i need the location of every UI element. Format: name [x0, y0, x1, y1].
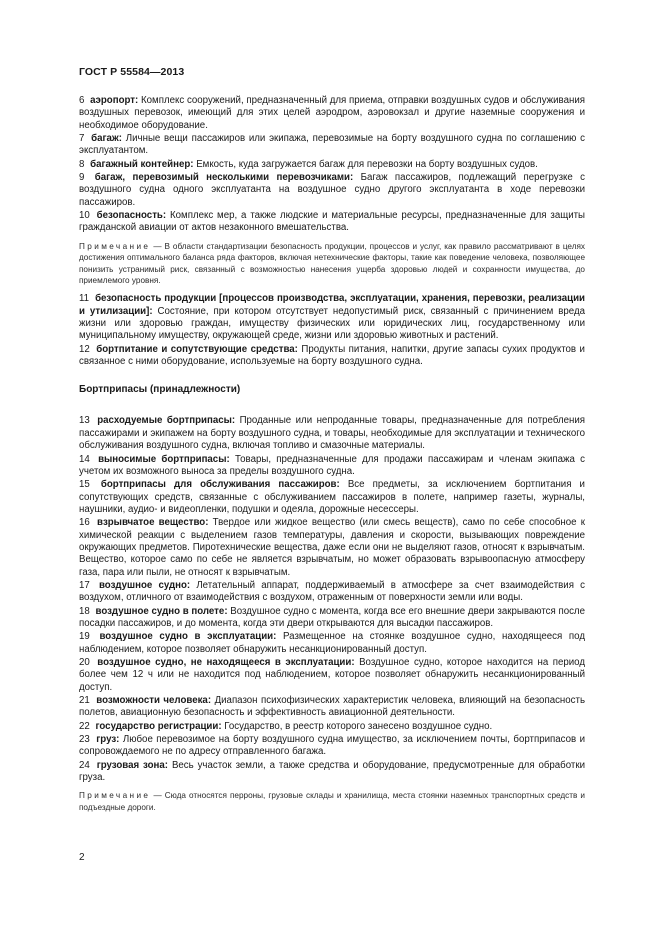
definition-text: Размещенное на стоянке воздушное судно, находящееся под наблюдением, которое позволяет обнаружить несанкционированный доступ.: [79, 631, 585, 655]
definition-number: 10: [79, 210, 90, 222]
definitions-block-3: [79, 415, 585, 784]
definition-number: 13: [79, 415, 90, 427]
definition-text: Багаж пассажиров, подлежащий перегрузке с воздушного судна одного эксплуатанта на воздушное судно другого эксплуатанта в ходе перевозки пассажиров.: [79, 172, 585, 208]
definition-entry: [79, 606, 585, 631]
definition-term: багажный контейнер:: [90, 158, 194, 170]
note-label: Примечание: [79, 241, 151, 251]
definition-number: 6: [79, 95, 85, 106]
definition-number: 16: [79, 517, 90, 529]
definition-term: аэропорт:: [90, 95, 139, 106]
definition-number: 20: [79, 657, 90, 668]
definition-number: 21: [79, 695, 90, 707]
definition-term: бортпитание и сопутствующие средства:: [96, 343, 298, 355]
definition-number: 18: [79, 605, 90, 617]
definition-entry: [79, 210, 585, 235]
definition-entry: [79, 172, 585, 209]
definition-number: 23: [79, 734, 90, 746]
definition-term: багаж:: [91, 133, 123, 145]
section-title: Бортприпасы (принадлежности): [79, 384, 241, 396]
definition-term: расходуемые бортприпасы:: [97, 415, 236, 427]
document-body: [79, 95, 585, 820]
document-header: ГОСТ Р 55584—2013: [79, 66, 185, 78]
definition-number: 8: [79, 158, 85, 170]
definition-entry: [79, 479, 585, 516]
definition-entry: [79, 159, 585, 171]
definition-term: воздушное судно, не находящееся в эксплуатации:: [97, 657, 355, 668]
definition-text: Весь участок земли, а также средства и оборудование, предусмотренные для обработки груза.: [79, 759, 585, 784]
definition-term: бортприпасы для обслуживания пассажиров:: [100, 479, 340, 491]
definition-term: взрывчатое вещество:: [96, 517, 209, 529]
definition-number: 14: [79, 453, 90, 465]
definition-text: Личные вещи пассажиров или экипажа, перевозимые на борту воздушного судна по соглашению с эксплуатантом.: [79, 133, 585, 157]
definition-entry: [79, 631, 585, 656]
note-safety: [79, 241, 585, 287]
definition-number: 24: [79, 759, 90, 771]
definition-term: воздушное судно:: [98, 579, 191, 591]
definition-text: Любое перевозимое на борту воздушного судна имущество, за исключением почты, бортприпасов и сопровождаемого не по адресу отправленного багажа.: [79, 734, 585, 758]
definition-text: Товары, предназначенные для продажи пассажирам и членам экипажа с учетом их возможного выноса за пределы воздушного судна.: [79, 453, 585, 477]
definition-text: Воздушное судно, которое находится на период более чем 12 ч или не находится под наблюдением, которое позволяет обнаружить несанкционированный доступ.: [79, 657, 585, 693]
definition-term: выносимые бортприпасы:: [98, 453, 230, 465]
definition-text: Комплекс мер, а также людские и материальные ресурсы, предназначенные для защиты гражданской авиации от актов незаконного вмешательства.: [79, 210, 586, 234]
definition-number: 11: [79, 293, 90, 305]
note-cargo-zone: [79, 790, 585, 813]
definition-term: грузовая зона:: [96, 759, 169, 771]
definition-text: Проданные или непроданные товары, предназначенные для потребления пассажирами и экипажем на борту воздушного судна, и товары, необходимые для эксплуатации и технического обслуживания воздушного судна, включая топливо и смазочные материалы.: [79, 415, 585, 452]
definition-text: Летательный аппарат, поддерживаемый в атмосфере за счет взаимодействия с воздухом, отличного от взаимодействия с воздухом, отраженным от поверхности земли или воды.: [79, 579, 585, 604]
definition-entry: [79, 721, 585, 733]
definition-entry: [79, 695, 585, 720]
definition-term: воздушное судно в полете:: [95, 605, 228, 617]
definition-text: Воздушное судно с момента, когда все его внешние двери закрываются после посадки пассажиров, и до момента, когда эти двери открываются для высадки пассажиров.: [79, 605, 585, 629]
definition-entry: [79, 344, 585, 369]
note-label: Примечание: [79, 791, 151, 801]
definition-entry: [79, 133, 585, 158]
definition-entry: [79, 657, 585, 694]
note-text: — Сюда относятся перроны, грузовые склады и хранилища, места стоянки наземных транспортных средств и подъездные дороги.: [79, 791, 585, 812]
definition-term: безопасность:: [96, 210, 167, 222]
definition-text: Комплекс сооружений, предназначенный для приема, отправки воздушных судов и обслуживания воздушных перевозок, имеющий для этих целей аэродром, аэровокзал и другие наземные сооружения и необходимое оборудование.: [79, 95, 585, 131]
definition-entry: [79, 517, 585, 579]
definition-entry: [79, 415, 585, 452]
definition-text: Все предметы, за исключением бортпитания и сопутствующих средств, связанные с обслуживанием пассажиров в полете, например газеты, журналы, наушники, аудио- и видеопленки, подушки и одеяла, дорожные несессеры.: [79, 479, 585, 515]
definition-entry: [79, 293, 585, 342]
definition-text: Емкость, куда загружается багаж для перевозки на борту воздушных судов.: [196, 158, 538, 170]
definition-term: возможности человека:: [96, 695, 212, 707]
definition-term: багаж, перевозимый несколькими перевозчиками:: [94, 172, 354, 184]
definition-term: государство регистрации:: [95, 720, 222, 732]
definition-entry: [79, 454, 585, 479]
definition-entry: [79, 734, 585, 759]
definition-text: Диапазон психофизических характеристик человека, влияющий на безопасность полетов, авиационную безопасность и эффективность авиационной деятельности.: [79, 695, 585, 719]
note-text: — В области стандартизации безопасность продукции, процессов и услуг, как правило рассматривают в целях достижения оптимального баланса ряда факторов, включая нетехнические факторы, такие как поведение человека, позволяющее понизить устранимый риск, связанный с возможностью нанесения ущерба здоровью людей и сохранности имущества, до приемлемого уровня.: [79, 241, 585, 285]
definition-number: 12: [79, 343, 90, 355]
definition-entry: [79, 760, 585, 785]
definition-text: Состояние, при котором отсутствует недопустимый риск, связанный с причинением вреда жизни или здоровью граждан, имуществу физических или юридических лиц, государственному или муниципальному имуществу, окружающей среде, жизни или здоровью животных и растений.: [79, 305, 585, 342]
definitions-block-2: [79, 293, 585, 368]
definition-term: груз:: [96, 734, 120, 746]
definition-text: Твердое или жидкое вещество (или смесь веществ), само по себе способное к химической реакции с выделением газов температуры, давления и скорости, вызывающих повреждение окружающих предметов. Пиротехнические вещества, даже если они не выделяют газов, относят к взрывчатым. Вещество, которое само по себе не является взрывчатым, но может образовать взрывоопасную атмосферу газа, пара или пыли, не относят к взрывчатым.: [79, 517, 585, 578]
definition-entry: [79, 580, 585, 605]
definition-number: 22: [79, 720, 90, 732]
definitions-block-1: [79, 95, 585, 235]
definition-number: 17: [79, 579, 90, 591]
page-number: 2: [79, 852, 85, 863]
definition-text: Государство, в реестр которого занесено воздушное судно.: [224, 720, 493, 732]
definition-number: 9: [79, 172, 85, 184]
definition-term: воздушное судно в эксплуатации:: [99, 631, 277, 643]
definition-text: Продукты питания, напитки, другие запасы сухих продуктов и связанное с ними оборудование, используемые на борту воздушного судна.: [79, 343, 585, 368]
definition-term: безопасность продукции [процессов производства, эксплуатации, хранения, перевозки, реализации и утилизации]:: [79, 293, 585, 317]
definition-number: 7: [79, 133, 85, 145]
definition-entry: [79, 95, 585, 132]
definition-number: 19: [79, 631, 90, 643]
definition-number: 15: [79, 479, 90, 491]
